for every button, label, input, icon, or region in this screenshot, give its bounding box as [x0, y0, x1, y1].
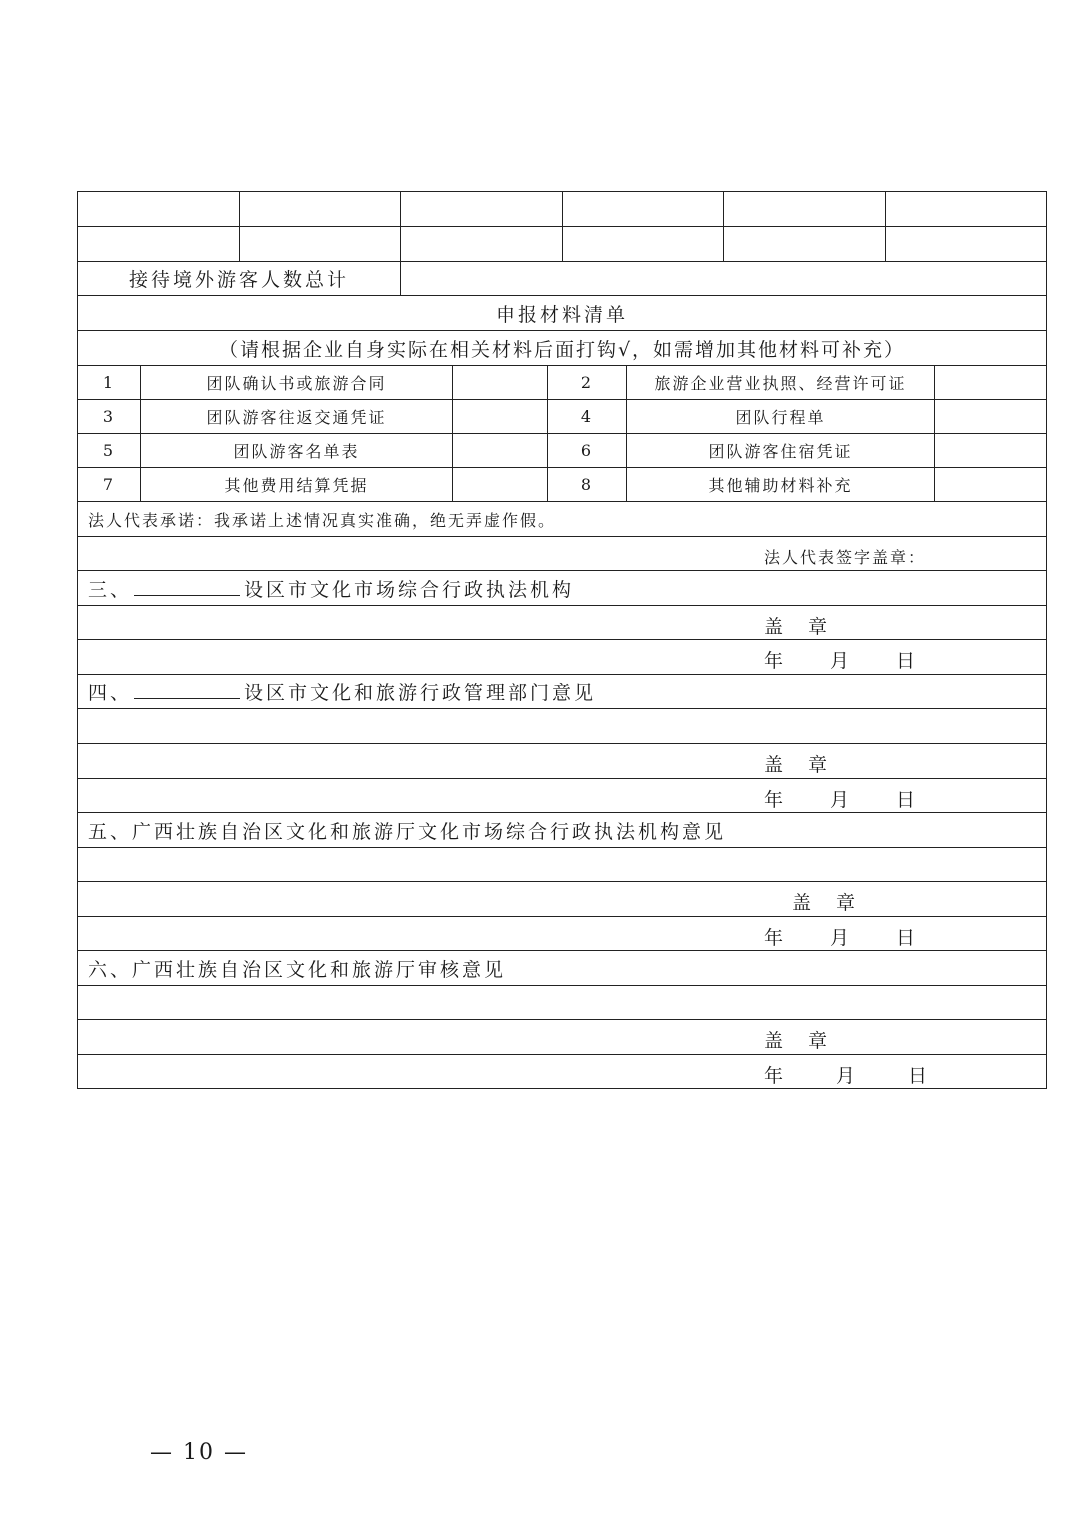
material-row: [78, 400, 1046, 434]
material-row: [78, 468, 1046, 502]
material-number: 4: [580, 407, 594, 426]
signature-label: 法人代表签字盖章：: [764, 548, 927, 567]
material-row: [78, 434, 1046, 468]
materials-instruction: （请根据企业自身实际在相关材料后面打钩√，如需增加其他材料可补充）: [218, 338, 906, 361]
section-three-date-row: [78, 640, 1046, 675]
table-cell: [78, 192, 240, 226]
section-four-header: [78, 675, 1046, 709]
section-three-seal-row: [78, 606, 1046, 640]
section-four-seal-row: [78, 744, 1046, 779]
seal-label: 盖 章: [764, 616, 831, 638]
section-five-seal-row: [78, 882, 1046, 917]
materials-title: 申报材料清单: [495, 303, 628, 326]
material-row: [78, 366, 1046, 400]
material-number: 6: [580, 441, 594, 460]
table-cell: [724, 227, 886, 261]
pledge-text: 法人代表承诺：我承诺上述情况真实准确，绝无弄虚作假。: [88, 510, 557, 530]
material-number: 1: [102, 373, 116, 392]
section-six-header: [78, 951, 1046, 986]
material-checkbox[interactable]: [453, 468, 548, 501]
material-number: 7: [102, 475, 116, 494]
material-checkbox[interactable]: [453, 434, 548, 467]
material-checkbox[interactable]: [453, 366, 548, 399]
section-four-title: 设区市文化和旅游行政管理部门意见: [244, 682, 597, 704]
pledge-row: [78, 502, 1046, 537]
date-label: 年 月 日: [764, 927, 919, 949]
total-visitors-row: [78, 262, 1046, 296]
table-cell: [240, 227, 402, 261]
material-number: 3: [102, 407, 116, 426]
empty-grid-row: [78, 227, 1046, 262]
material-name: 旅游企业营业执照、经营许可证: [654, 374, 907, 393]
section-five-opinion-row[interactable]: [78, 848, 1046, 882]
material-checkbox[interactable]: [935, 434, 1046, 467]
date-label: 年 月 日: [764, 650, 919, 672]
material-number: 2: [580, 373, 594, 392]
table-cell: [401, 227, 563, 261]
city-name-blank[interactable]: [134, 581, 240, 596]
section-five-date-row: [78, 917, 1046, 951]
material-name: 团队游客住宿凭证: [708, 442, 853, 461]
material-checkbox[interactable]: [935, 400, 1046, 433]
material-checkbox[interactable]: [935, 366, 1046, 399]
section-five-title: 五、广西壮族自治区文化和旅游厅文化市场综合行政执法机构意见: [88, 820, 727, 843]
material-name: 团队确认书或旅游合同: [206, 374, 387, 393]
table-cell: [401, 192, 563, 226]
seal-label: 盖 章: [764, 754, 831, 776]
material-name: 其他费用结算凭据: [224, 476, 369, 495]
material-name: 团队游客名单表: [233, 442, 360, 461]
material-name: 团队游客往返交通凭证: [206, 408, 387, 427]
section-six-title: 六、广西壮族自治区文化和旅游厅审核意见: [88, 958, 507, 981]
seal-label: 盖 章: [792, 892, 859, 914]
city-name-blank[interactable]: [134, 684, 240, 699]
materials-instruction-row: [78, 331, 1046, 366]
materials-title-row: [78, 296, 1046, 331]
material-name: 其他辅助材料补充: [708, 476, 853, 495]
section-four-prefix: 四、: [88, 682, 133, 704]
section-six-seal-row: [78, 1020, 1046, 1055]
section-six-date-row: [78, 1055, 1046, 1089]
material-name: 团队行程单: [735, 408, 826, 427]
total-visitors-value: [401, 262, 1046, 295]
material-checkbox[interactable]: [935, 468, 1046, 501]
table-cell: [240, 192, 402, 226]
date-label: 年 月 日: [764, 789, 919, 811]
total-visitors-label: 接待境外游客人数总计: [128, 269, 349, 291]
table-cell: [886, 227, 1047, 261]
section-three-title: 设区市文化市场综合行政执法机构: [244, 578, 575, 601]
table-cell: [886, 192, 1047, 226]
section-six-opinion-row[interactable]: [78, 986, 1046, 1020]
signature-row: [78, 537, 1046, 571]
table-cell: [563, 227, 725, 261]
material-number: 5: [102, 441, 116, 460]
material-checkbox[interactable]: [453, 400, 548, 433]
section-four-opinion-row[interactable]: [78, 709, 1046, 744]
application-form-table: [77, 191, 1047, 1089]
section-three-header: [78, 571, 1046, 606]
seal-label: 盖 章: [764, 1030, 831, 1052]
empty-grid-row: [78, 192, 1046, 227]
date-label: 年 月 日: [764, 1065, 933, 1087]
table-cell: [724, 192, 886, 226]
material-number: 8: [580, 475, 594, 494]
section-five-header: [78, 813, 1046, 848]
table-cell: [78, 227, 240, 261]
section-four-date-row: [78, 779, 1046, 813]
page-number: — 10 —: [150, 1440, 248, 1465]
table-cell: [563, 192, 725, 226]
section-three-prefix: 三、: [88, 578, 133, 601]
